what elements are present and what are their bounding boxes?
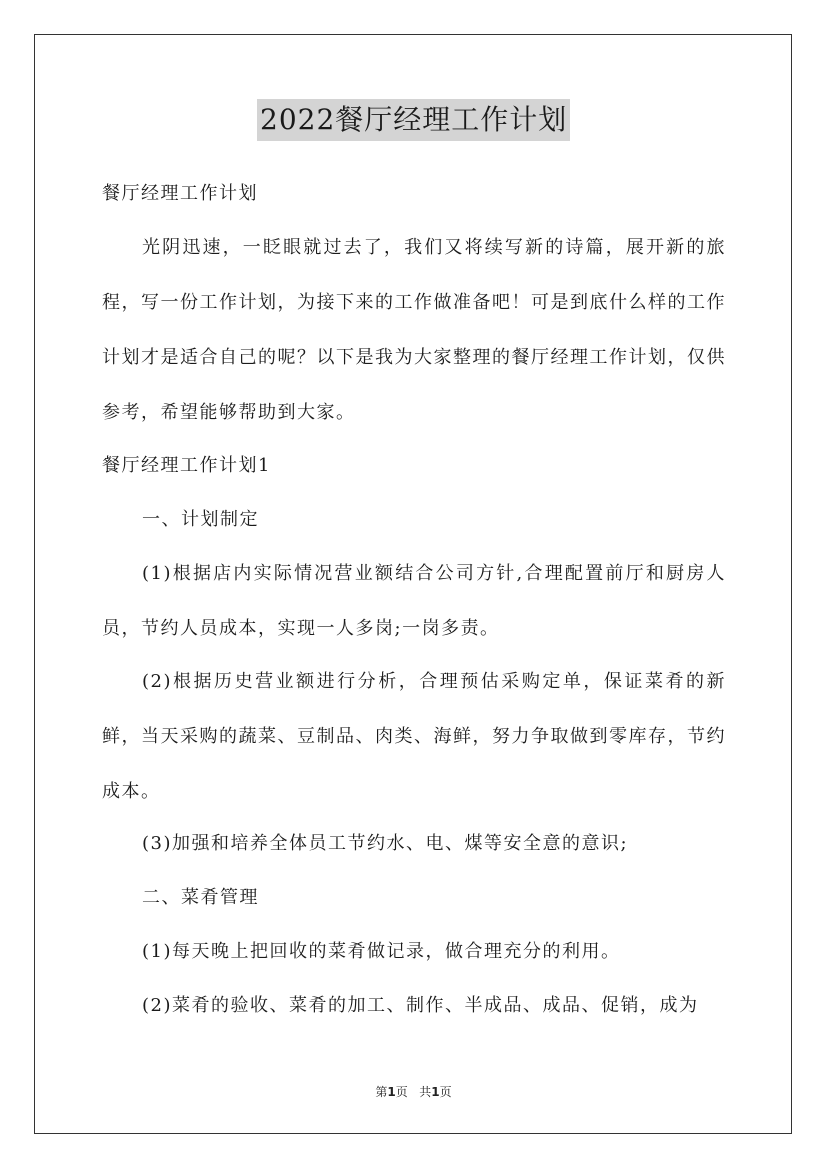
document-title: 2022餐厅经理工作计划: [257, 99, 570, 141]
total-prefix: 共: [419, 1085, 432, 1099]
page-number: 1: [387, 1085, 396, 1099]
list-paragraph: (2)菜肴的验收、菜肴的加工、制作、半成品、成品、促销，成为: [142, 995, 699, 1016]
intro-paragraph: 光阴迅速，一眨眼就过去了，我们又将续写新的诗篇，展开新的旅程，写一份工作计划，为接下来的工作做准备吧！可是到底什么样的工作计划才是适合自己的呢？以下是我为大家整理的餐厅经理工作计划，仅供参考，希望能够帮助到大家。: [102, 237, 726, 423]
total-suffix: 页: [439, 1085, 452, 1099]
total-pages: 1: [431, 1085, 440, 1099]
page-footer: [0, 1083, 827, 1100]
list-paragraph: (1)根据店内实际情况营业额结合公司方针,合理配置前厅和厨房人员，节约人员成本，实现一人多岗;一岗多责。: [102, 563, 726, 639]
list-paragraph: (1)每天晚上把回收的菜肴做记录，做合理充分的利用。: [142, 941, 621, 962]
list-paragraph: (3)加强和培养全体员工节约水、电、煤等安全意的意识;: [142, 833, 629, 854]
page-prefix: 第: [375, 1085, 388, 1099]
section-heading: 餐厅经理工作计划: [102, 183, 258, 204]
subsection-heading: 一、计划制定: [142, 509, 259, 530]
list-paragraph: (2)根据历史营业额进行分析，合理预估采购定单，保证菜肴的新鲜，当天采购的蔬菜、豆制品、肉类、海鲜，努力争取做到零库存，节约成本。: [102, 671, 726, 802]
page-suffix: 页: [395, 1085, 408, 1099]
plan-heading: 餐厅经理工作计划1: [102, 455, 271, 476]
subsection-heading: 二、菜肴管理: [142, 887, 259, 908]
